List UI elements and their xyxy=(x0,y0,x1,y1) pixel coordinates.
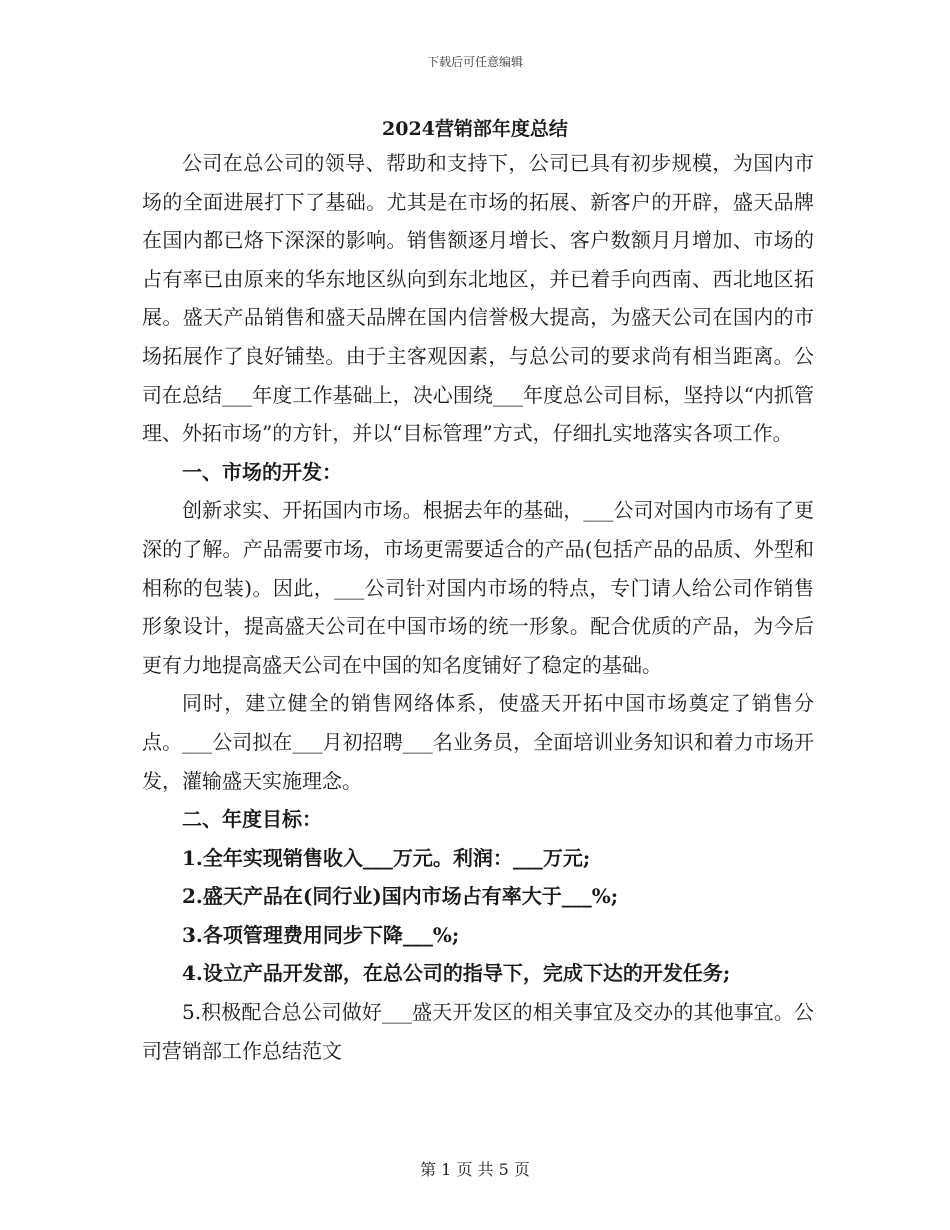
page-footer: 第 1 页 共 5 页 xyxy=(420,1160,530,1179)
goal-item-2: 2.盛天产品在(同行业)国内市场占有率大于___%; xyxy=(182,884,619,909)
section-heading-annual-goals: 二、年度目标： xyxy=(182,807,322,832)
section-heading-market-development: 一、市场的开发： xyxy=(182,459,342,484)
goal-item-3: 3.各项管理费用同步下降___%; xyxy=(182,922,460,947)
intro-paragraph: 公司在总公司的领导、帮助和支持下，公司已具有初步规模，为国内市场的全面进展打下了基础。尤其是在市场的拓展、新客户的开辟，盛天品牌在国内都已烙下深深的影响。销售额逐月增长、客户数额月月增加、市场的占有率已由原来的华东地区纵向到东北地区，并已着手向西南、西北地区拓展。盛天产品销售和盛天品牌在国内信誉极大提高，为盛天公司在国内的市场拓展作了良好铺垫。由于主客观因素，与总公司的要求尚有相当距离。公司在总结___年度工作基础上，决心围绕___年度总公司目标，坚持以“内抓管理、外拓市场”的方针，并以“目标管理”方式，仔细扎实地落实各项工作。 xyxy=(142,151,814,446)
goal-item-5: 5.积极配合总公司做好___盛天开发区的相关事宜及交办的其他事宜。公司营销部工作总结范文 xyxy=(142,1000,814,1063)
document-title: 2024营销部年度总结 xyxy=(382,118,568,140)
header-note: 下载后可任意编辑 xyxy=(426,55,523,69)
goal-item-1: 1.全年实现销售收入___万元。利润：___万元; xyxy=(182,845,591,870)
market-development-paragraph-1: 创新求实、开拓国内市场。根据去年的基础，___公司对国内市场有了更深的了解。产品需要市场，市场更需要适合的产品(包括产品的品质、外型和相称的包装)。因此，___公司针对国内市场的特点，专门请人给公司作销售形象设计，提高盛天公司在中国市场的统一形象。配合优质的产品，为今后更有力地提高盛天公司在中国的知名度铺好了稳定的基础。 xyxy=(142,498,814,677)
market-development-paragraph-2: 同时，建立健全的销售网络体系，使盛天开拓中国市场奠定了销售分点。___公司拟在___月初招聘___名业务员，全面培训业务知识和着力市场开发，灌输盛天实施理念。 xyxy=(142,691,814,793)
document-body xyxy=(142,144,814,1070)
goal-item-4: 4.设立产品开发部，在总公司的指导下，完成下达的开发任务; xyxy=(182,961,731,986)
